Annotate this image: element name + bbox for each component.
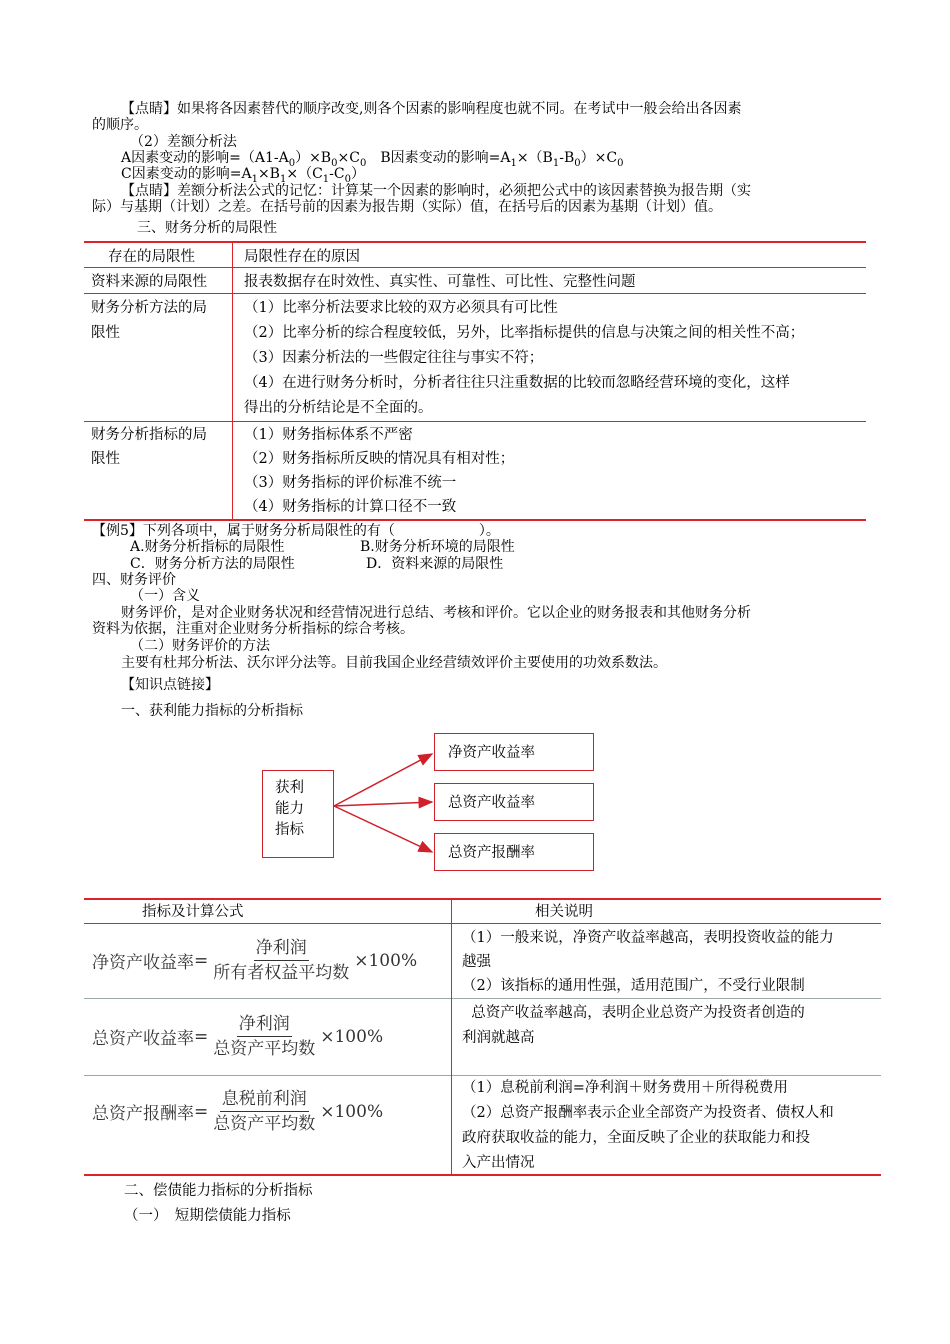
limit-row-label: 财务分析方法的局 [91, 300, 207, 316]
diagram-child-roa: 总资产收益率 [434, 783, 594, 821]
section-4-para-1-cont: 资料为依据，注重对企业财务分析指标的综合考核。 [92, 621, 414, 637]
formula-note: 入产出情况 [462, 1155, 535, 1171]
diagram-child-roe: 净资产收益率 [434, 733, 594, 771]
section-3-title: 三、财务分析的局限性 [137, 220, 277, 236]
formula-note: （2）该指标的通用性强，适用范围广，不受行业限制 [462, 978, 805, 994]
diagram-root-box [262, 770, 334, 858]
formula-note: 利润就越高 [462, 1030, 535, 1046]
limit-row-text: （4）在进行财务分析时，分析者往往只注重数据的比较而忽略经营环境的变化，这样 [244, 375, 790, 391]
limit-row-text: （3）财务指标的评价标准不统一 [244, 475, 457, 491]
note-highlight-1-cont: 的顺序。 [92, 117, 148, 133]
formula-note: 总资产收益率越高，表明企业总资产为投资者创造的 [462, 1005, 805, 1021]
section-4-sub-2: （二）财务评价的方法 [130, 638, 270, 654]
section-4-para-1: 财务评价，是对企业财务状况和经营情况进行总结、考核和评价。它以企业的财务报表和其他财务分析 [121, 605, 751, 621]
profitability-title: 一、获利能力指标的分析指标 [121, 703, 303, 719]
formula-roa: 总资产收益率 = 净利润 总资产平均数 ×100% [92, 1014, 384, 1059]
diff-method-title: （2）差额分析法 [130, 134, 237, 150]
formula-a: A因素变动的影响$=(A1-A_0)\times B_0\times C_0$ B因素变动的影响$=A_1\times(B_1-B_0)\times C_0$ [121, 150, 624, 169]
limit-row-text: （4）财务指标的计算口径不一致 [244, 499, 457, 515]
diagram-child-rota: 总资产报酬率 [434, 833, 594, 871]
diagram-root-line: 能力 [275, 801, 304, 817]
formula-header-1: 指标及计算公式 [142, 904, 244, 920]
example-option-a: A.财务分析指标的局限性 [130, 539, 285, 555]
formula-rota: 总资产报酬率 = 息税前利润 总资产平均数 ×100% [92, 1089, 384, 1134]
limit-row-label: 限性 [91, 325, 120, 341]
limit-row-label: 财务分析指标的局 [91, 427, 207, 443]
example-question: 【例5】下列各项中，属于财务分析局限性的有（ ）。 [92, 523, 500, 539]
limit-row-text: （1）比率分析法要求比较的双方必须具有可比性 [244, 300, 558, 316]
limit-row-label: 限性 [91, 451, 120, 467]
arrow-to-roa [334, 802, 432, 806]
arrow-to-roe [334, 754, 432, 806]
limit-header-1: 存在的局限性 [108, 249, 195, 265]
limit-row-text: 报表数据存在时效性、真实性、可靠性、可比性、完整性问题 [244, 274, 636, 290]
formula-note: （2）总资产报酬率表示企业全部资产为投资者、债权人和 [462, 1105, 834, 1121]
solvency-title: 二、偿债能力指标的分析指标 [124, 1183, 313, 1199]
example-option-d: D．资料来源的局限性 [366, 556, 504, 572]
note-highlight-2: 【点睛】差额分析法公式的记忆：计算某一个因素的影响时，必须把公式中的该因素替换为报告期（实 [121, 183, 751, 199]
short-term-solvency-title: （一） 短期偿债能力指标 [124, 1208, 291, 1224]
section-4-para-2: 主要有杜邦分析法、沃尔评分法等。目前我国企业经营绩效评价主要使用的功效系数法。 [121, 655, 667, 671]
limit-row-label: 资料来源的局限性 [91, 274, 207, 290]
note-highlight-1: 【点睛】如果将各因素替代的顺序改变,则各个因素的影响程度也就不同。在考试中一般会给出各因素 [121, 101, 742, 117]
section-4-sub-1: （一）含义 [130, 588, 200, 604]
limit-row-text: （2）财务指标所反映的情况具有相对性； [244, 451, 515, 467]
example-option-b: B.财务分析环境的局限性 [360, 539, 515, 555]
limit-header-2: 局限性存在的原因 [244, 249, 360, 265]
limit-row-text: （3）因素分析法的一些假定往往与事实不符； [244, 350, 544, 366]
arrow-to-rota [334, 806, 432, 852]
formula-c: C因素变动的影响$=A_1\times B_1\times(C_1-C_0)$ [121, 166, 365, 185]
example-option-c: C．财务分析方法的局限性 [130, 556, 295, 572]
note-highlight-2-cont: 际）与基期（计划）之差。在括号前的因素为报告期（实际）值，在括号后的因素为基期（计划）值。 [92, 199, 722, 215]
diagram-root-line: 获利 [275, 780, 304, 796]
formula-roe: 净资产收益率 = 净利润 所有者权益平均数 ×100% [92, 938, 418, 983]
formula-note: 越强 [462, 954, 491, 970]
diagram-arrows [330, 740, 440, 870]
diagram-root-line: 指标 [275, 822, 304, 838]
limit-row-text: 得出的分析结论是不全面的。 [244, 400, 433, 416]
formula-header-2: 相关说明 [535, 904, 593, 920]
limit-row-text: （2）比率分析的综合程度较低，另外，比率指标提供的信息与决策之间的相关性不高； [244, 325, 805, 341]
section-4-title: 四、财务评价 [92, 572, 176, 588]
knowledge-link: 【知识点链接】 [121, 677, 219, 693]
formula-note: （1）息税前利润=净利润＋财务费用＋所得税费用 [462, 1080, 788, 1096]
formula-note: （1）一般来说，净资产收益率越高，表明投资收益的能力 [462, 930, 834, 946]
limit-row-text: （1）财务指标体系不严密 [244, 427, 413, 443]
formula-note: 政府获取收益的能力，全面反映了企业的获取能力和投 [462, 1130, 810, 1146]
